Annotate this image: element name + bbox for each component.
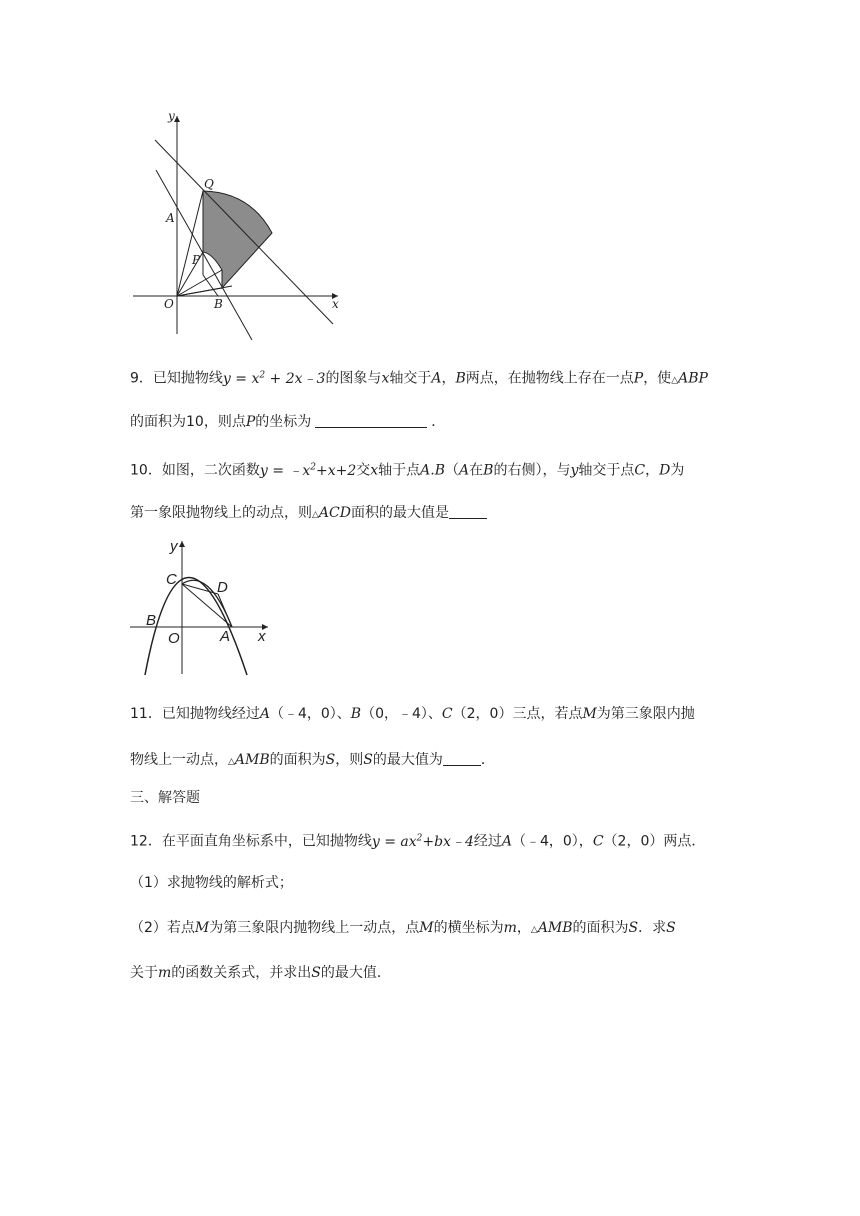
q12-part2-line2: 关于m的函数关系式，并求出S的最大值．	[130, 965, 391, 981]
q9-line1: 9．已知抛物线$y = x^2$ + 2x﹣3的图象与x轴交于A，B两点，在抛物线上存在一点P，使△ABP	[130, 370, 708, 387]
fig2-label-A: A	[220, 628, 231, 645]
q10-line2: 第一象限抛物线上的动点，则△ACD面积的最大值是	[130, 503, 487, 525]
q9-text: 已知抛物线	[152, 370, 223, 387]
fig1-label-A: A	[166, 211, 175, 225]
fig1-label-P: P	[192, 253, 201, 267]
fig1-label-O: O	[164, 297, 174, 311]
q9-line2: 的面积为10，则点P的坐标为 ．	[130, 414, 446, 430]
section-heading: 三、解答题	[130, 790, 200, 806]
q9-equation: $y = x^2$ + 2x﹣3	[222, 370, 326, 387]
figure-sector-diagram	[128, 108, 348, 348]
fig1-label-x: x	[332, 297, 339, 311]
q12-part1: （1）求抛物线的解析式；	[130, 875, 293, 891]
q10-line1: 10．如图，二次函数$y = ﹣x^2+x+2$交x轴于点A.B（A在B的右侧），与y轴交于点C，D为	[130, 462, 685, 479]
q12-part2-line1: （2）若点M为第三象限内抛物线上一动点，点M的横坐标为m，△AMB的面积为S．求S	[130, 920, 676, 936]
q9-answer-blank[interactable]	[315, 413, 427, 428]
fig2-label-O: O	[168, 630, 180, 647]
fig2-label-C: C	[166, 571, 177, 588]
q11-answer-blank[interactable]	[443, 751, 481, 766]
figure-parabola-diagram	[125, 535, 285, 680]
q9-number: 9．	[130, 370, 153, 387]
fig1-label-y: y	[168, 109, 175, 123]
fig2-label-B: B	[146, 612, 157, 629]
q10-equation: $y = ﹣x^2+x+2$	[259, 462, 357, 479]
fig1-label-Q: Q	[204, 177, 214, 191]
q11-number: 11．	[130, 706, 162, 722]
fig2-label-y: y	[170, 538, 178, 555]
q10-number: 10．	[130, 462, 162, 479]
q11-line1: 11．已知抛物线经过A（﹣4，0）、B（0，﹣4）、C（2，0）三点，若点M为第三象限内抛	[130, 706, 695, 722]
q11-line2: 物线上一动点，△AMB的面积为S，则S的最大值为 ．	[130, 752, 495, 768]
q12-number: 12．	[130, 833, 162, 850]
q10-answer-blank[interactable]	[449, 504, 487, 519]
q12-line1: 12．在平面直角坐标系中，已知抛物线$y = ax^2+bx﹣4$经过A（﹣4，0），C（2，0）两点．	[130, 833, 706, 850]
q12-equation: $y = ax^2+bx﹣4$	[371, 833, 474, 850]
fig2-label-D: D	[217, 579, 228, 596]
fig2-label-x: x	[258, 628, 266, 645]
fig1-label-B: B	[214, 297, 223, 311]
